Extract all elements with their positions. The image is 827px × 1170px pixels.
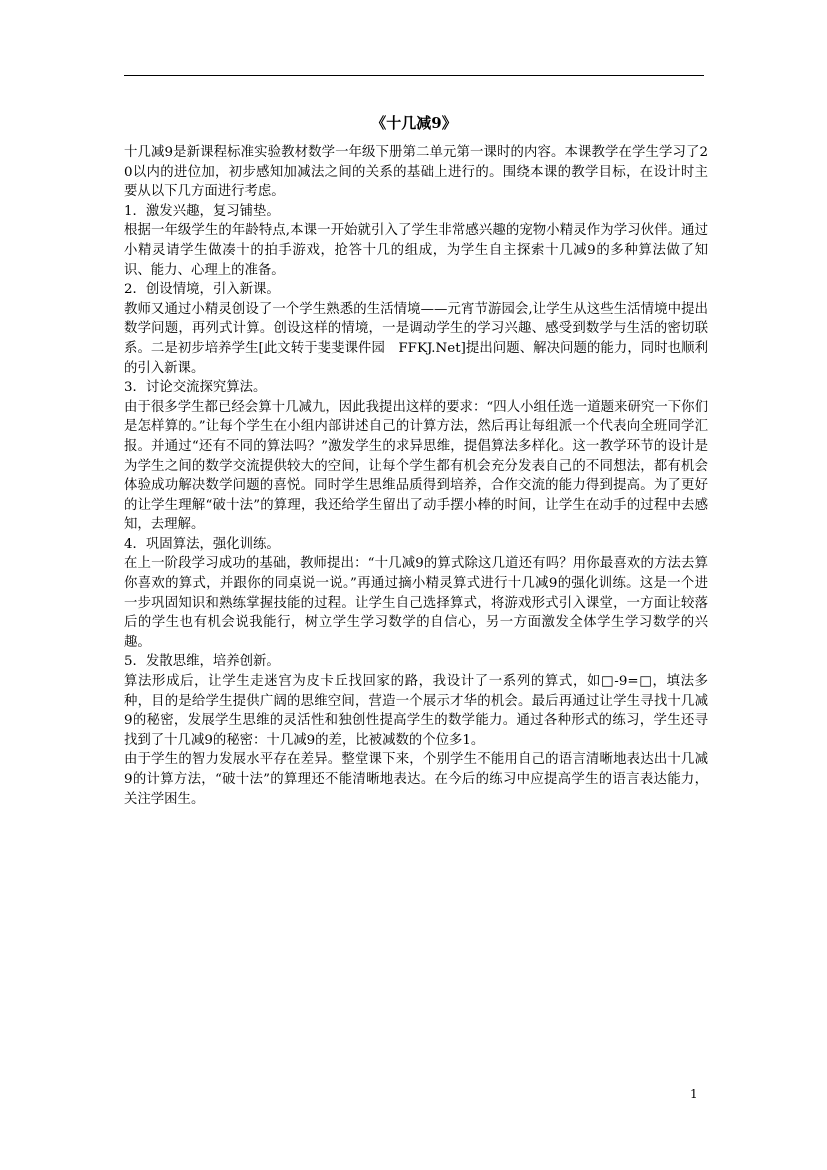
paragraph-3: 由于很多学生都已经会算十几减九，因此我提出这样的要求：“四人小组任选一道题来研究一下你们是怎样算的。”让每个学生在小组内部讲述自己的计算方法，然后再让每组派一个代表向全班同学汇报。并通过“还有不同的算法吗？”激发学生的求异思维，提倡算法多样化。这一教学环节的设计是为学生之间的数学交流提供较大的空间，让每个学生都有机会充分发表自己的不同想法，都有机会体验成功解决数学问题的喜悦。同时学生思维品质得到培养，合作交流的能力得到提高。为了更好的让学生理解“破十法”的算理，我还给学生留出了动手摆小棒的时间，让学生在动手的过程中去感知，去理解。 bbox=[124, 399, 708, 533]
paragraph-intro: 十几减9是新课程标准实验教材数学一年级下册第二单元第一课时的内容。本课教学在学生学习了20以内的进位加，初步感知加减法之间的关系的基础上进行的。围绕本课的教学目标，在设计时主要从以下几方面进行考虑。 bbox=[124, 145, 708, 200]
paragraph-1: 根据一年级学生的年龄特点,本课一开始就引入了学生非常感兴趣的宠物小精灵作为学习伙伴。通过小精灵请学生做凑十的拍手游戏，抢答十几的组成，为学生自主探索十几减9的多种算法做了知识、能力、心理上的准备。 bbox=[124, 223, 708, 278]
section-heading-5: 5．发散思维，培养创新。 bbox=[124, 654, 280, 670]
document-title: 《十几减9》 bbox=[371, 114, 457, 132]
section-heading-3: 3．讨论交流探究算法。 bbox=[124, 380, 267, 396]
page-number: 1 bbox=[690, 1087, 698, 1101]
section-heading-2: 2．创设情境，引入新课。 bbox=[124, 282, 280, 298]
paragraph-5: 算法形成后，让学生走迷宫为皮卡丘找回家的路，我设计了一系列的算式，如□-9=□，填法多种，目的是给学生提供广阔的思维空间，营造一个展示才华的机会。最后再通过让学生寻找十几减9的秘密，发展学生思维的灵活性和独创性提高学生的数学能力。通过各种形式的练习，学生还寻找到了十几减9的秘密：十几减9的差，比被减数的个位多1。 bbox=[124, 674, 708, 748]
paragraph-2: 教师又通过小精灵创设了一个学生熟悉的生活情境——元宵节游园会,让学生从这些生活情境中提出数学问题，再列式计算。创设这样的情境，一是调动学生的学习兴趣、感受到数学与生活的密切联系。二是初步培养学生[此文转于斐斐课件园 FFKJ.Net]提出问题、解决问题的能力，同时也顺利的引入新课。 bbox=[124, 301, 708, 376]
paragraph-4: 在上一阶段学习成功的基础，教师提出：“十几减9的算式除这几道还有吗？用你最喜欢的方法去算你喜欢的算式，并跟你的同桌说一说。”再通过摘小精灵算式进行十几减9的强化训练。这是一个进一步巩固知识和熟练掌握技能的过程。让学生自己选择算式，将游戏形式引入课堂，一方面让较落后的学生也有机会说我能行，树立学生学习数学的自信心，另一方面激发全体学生学习数学的兴趣。 bbox=[124, 556, 708, 650]
section-heading-1: 1．激发兴趣，复习铺垫。 bbox=[124, 203, 280, 219]
section-heading-4: 4．巩固算法，强化训练。 bbox=[124, 536, 280, 552]
header-rule bbox=[124, 75, 704, 76]
paragraph-reflection: 由于学生的智力发展水平存在差异。整堂课下来，个别学生不能用自己的语言清晰地表达出十几减9的计算方法，“破十法”的算理还不能清晰地表达。在今后的练习中应提高学生的语言表达能力，关注学困生。 bbox=[124, 752, 708, 807]
document-body bbox=[124, 143, 708, 809]
